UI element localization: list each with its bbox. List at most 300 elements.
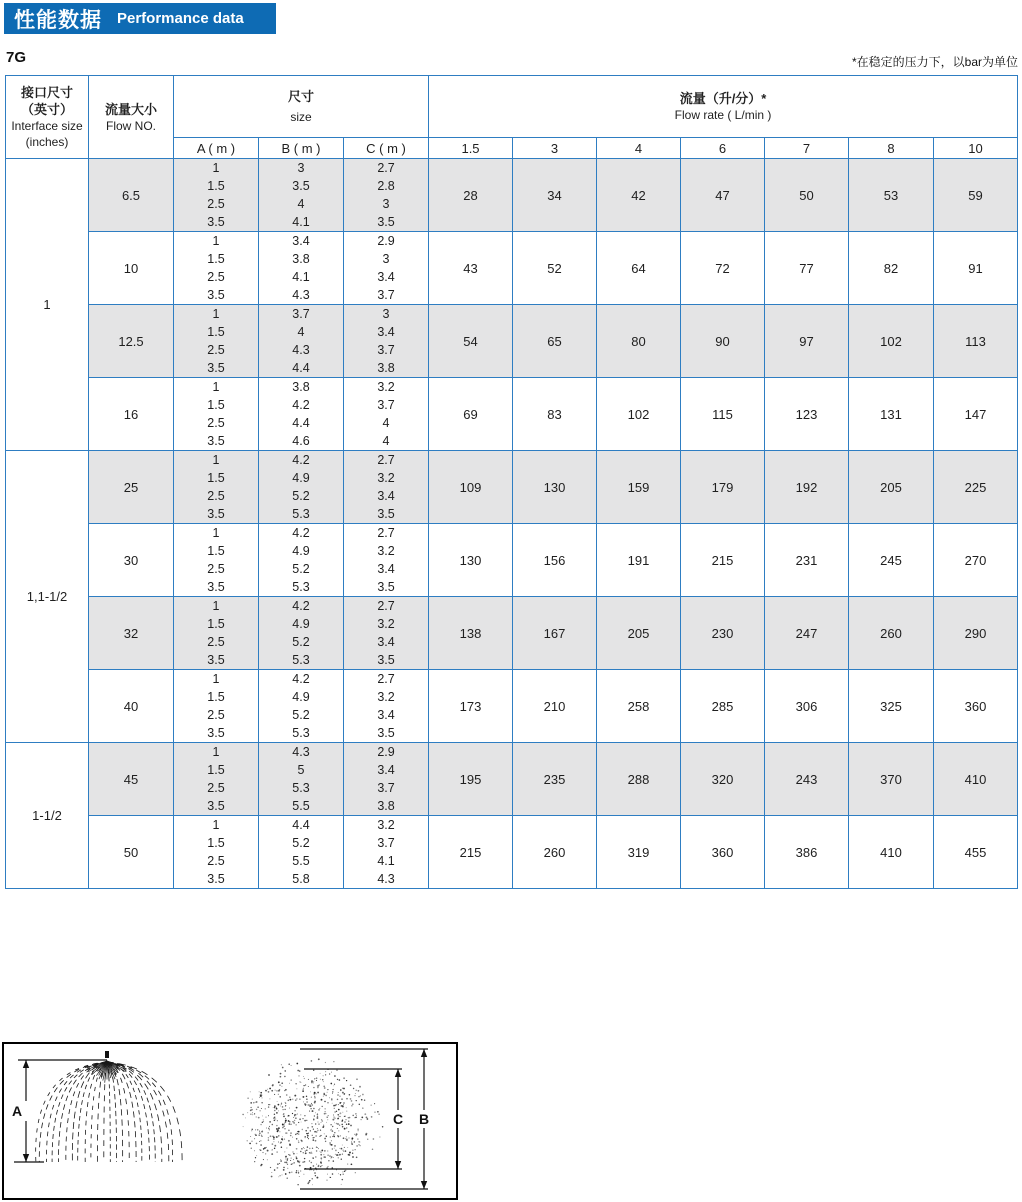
spray-dot	[261, 1164, 263, 1166]
spray-dot	[287, 1164, 288, 1165]
flow-no-cell: 45	[89, 743, 174, 816]
spray-dot	[277, 1136, 278, 1137]
spray-dot	[346, 1111, 347, 1112]
spray-dot	[260, 1092, 262, 1094]
spray-dot	[364, 1113, 366, 1115]
spray-dot	[278, 1110, 279, 1111]
spray-dot	[332, 1089, 333, 1090]
spray-dot	[321, 1099, 323, 1101]
spray-dot	[285, 1102, 286, 1103]
spray-dot	[269, 1129, 270, 1130]
spray-dot	[290, 1079, 291, 1080]
spray-dot	[333, 1160, 334, 1161]
spray-dot	[338, 1130, 339, 1131]
spray-dot	[329, 1097, 330, 1098]
spray-dot	[289, 1096, 290, 1097]
dimension-label: B	[418, 1111, 430, 1127]
spray-dot	[339, 1125, 340, 1126]
size-a-cell: 1 1.5 2.5 3.5	[174, 451, 259, 524]
spray-dot	[283, 1169, 285, 1171]
spray-dot	[297, 1133, 298, 1134]
spray-dot	[299, 1081, 300, 1082]
spray-dot	[301, 1122, 302, 1123]
spray-dot	[298, 1142, 300, 1144]
spray-dot	[317, 1130, 318, 1131]
spray-dot	[284, 1109, 285, 1110]
spray-dot	[346, 1119, 347, 1120]
spray-dot	[343, 1104, 344, 1105]
spray-dot	[373, 1138, 375, 1140]
spray-dot	[268, 1074, 270, 1076]
spray-dot	[268, 1106, 269, 1107]
spray-dot	[349, 1152, 351, 1154]
spray-trajectory-line	[91, 1062, 107, 1162]
flow-rate-cell: 130	[429, 524, 513, 597]
flow-no-cell: 32	[89, 597, 174, 670]
spray-dot	[313, 1118, 314, 1119]
spray-dot	[358, 1144, 359, 1145]
spray-dot	[323, 1081, 324, 1082]
spray-dot	[352, 1115, 354, 1117]
spray-dot	[283, 1167, 284, 1168]
spray-dot	[305, 1150, 306, 1151]
spray-dot	[303, 1147, 304, 1148]
spray-dot	[298, 1170, 299, 1171]
spray-dot	[338, 1109, 340, 1111]
spray-dot	[374, 1111, 375, 1112]
spray-dot	[282, 1106, 284, 1108]
flow-rate-cell: 91	[934, 232, 1018, 305]
spray-dot	[345, 1138, 346, 1139]
flow-rate-cell: 386	[765, 816, 849, 889]
spray-dot	[258, 1117, 260, 1119]
spray-dot	[307, 1146, 308, 1147]
spray-dot	[320, 1166, 321, 1167]
spray-dot	[285, 1120, 286, 1121]
spray-dot	[337, 1099, 339, 1101]
spray-dot	[310, 1167, 312, 1169]
spray-dot	[315, 1123, 316, 1124]
flow-rate-cell: 360	[934, 670, 1018, 743]
spray-dot	[355, 1093, 356, 1094]
header-line-zh: （英寸）	[20, 102, 73, 117]
spray-dot	[313, 1165, 315, 1167]
spray-dot	[352, 1103, 354, 1105]
spray-dot	[348, 1121, 349, 1122]
spray-dot	[259, 1097, 260, 1098]
spray-dot	[326, 1135, 327, 1136]
spray-dot	[338, 1157, 339, 1158]
flow-rate-cell: 225	[934, 451, 1018, 524]
arrowhead-icon	[421, 1049, 427, 1057]
spray-dot	[328, 1115, 329, 1116]
spray-dot	[269, 1121, 271, 1123]
flow-rate-cell: 28	[429, 159, 513, 232]
spray-dot	[289, 1154, 290, 1155]
spray-dot	[298, 1131, 300, 1133]
spray-dot	[250, 1091, 251, 1092]
spray-dot	[296, 1124, 297, 1125]
spray-dot	[324, 1087, 326, 1089]
spray-dot	[333, 1117, 334, 1118]
flow-rate-cell: 147	[934, 378, 1018, 451]
spray-dot	[268, 1132, 269, 1133]
flow-rate-cell: 215	[429, 816, 513, 889]
spray-dot	[271, 1150, 272, 1151]
subheader-size-col: A ( m )	[174, 138, 259, 159]
spray-dot	[274, 1169, 276, 1171]
spray-dot	[334, 1118, 335, 1119]
spray-dot	[339, 1096, 340, 1097]
arrowhead-icon	[395, 1069, 401, 1077]
spray-dot	[345, 1150, 347, 1152]
spray-dot	[326, 1180, 327, 1181]
spray-dot	[317, 1085, 318, 1086]
table-row	[6, 816, 1018, 889]
spray-dot	[255, 1102, 256, 1103]
spray-dot	[338, 1173, 339, 1174]
spray-dot	[283, 1125, 285, 1127]
spray-dot	[288, 1115, 290, 1117]
spray-dot	[278, 1176, 279, 1177]
flow-rate-cell: 245	[849, 524, 934, 597]
spray-dot	[320, 1154, 322, 1156]
spray-dot	[316, 1131, 317, 1132]
spray-dot	[325, 1111, 326, 1112]
spray-dot	[282, 1136, 283, 1137]
flow-rate-cell: 59	[934, 159, 1018, 232]
spray-dot	[278, 1135, 279, 1136]
spray-dot	[315, 1101, 316, 1102]
spray-dot	[344, 1121, 346, 1123]
spray-dot	[356, 1156, 358, 1158]
spray-dot	[334, 1084, 335, 1085]
spray-dot	[267, 1150, 269, 1152]
spray-dot	[287, 1099, 289, 1101]
spray-dot	[288, 1140, 290, 1142]
spray-dot	[328, 1160, 329, 1161]
spray-dot	[335, 1111, 336, 1112]
spray-dot	[255, 1134, 256, 1135]
spray-dot	[316, 1177, 318, 1179]
spray-dot	[279, 1131, 280, 1132]
spray-dot	[327, 1151, 328, 1152]
spray-dot	[284, 1151, 285, 1152]
flow-rate-cell: 247	[765, 597, 849, 670]
col-header-interface-size	[6, 76, 89, 159]
spray-dot	[296, 1138, 298, 1140]
spray-dot	[256, 1143, 258, 1145]
flow-rate-cell: 90	[681, 305, 765, 378]
spray-dot	[256, 1155, 257, 1156]
size-b-cell: 4.2 4.9 5.2 5.3	[259, 670, 344, 743]
flow-rate-cell: 290	[934, 597, 1018, 670]
spray-dot	[261, 1135, 262, 1136]
spray-dot	[355, 1135, 356, 1136]
spray-dot	[295, 1083, 296, 1084]
flow-rate-cell: 43	[429, 232, 513, 305]
spray-dot	[310, 1091, 311, 1092]
spray-dot	[256, 1109, 258, 1111]
spray-dot	[242, 1114, 243, 1115]
spray-dot	[319, 1136, 320, 1137]
size-a-cell: 1 1.5 2.5 3.5	[174, 816, 259, 889]
spray-dot	[341, 1148, 343, 1150]
flow-rate-cell: 138	[429, 597, 513, 670]
spray-dot	[343, 1077, 345, 1079]
spray-dot	[333, 1157, 334, 1158]
spray-dot	[285, 1070, 286, 1071]
flow-rate-cell: 195	[429, 743, 513, 816]
spray-dot	[334, 1075, 336, 1077]
spray-dot	[356, 1100, 357, 1101]
spray-dot	[251, 1130, 252, 1131]
spray-dot	[298, 1140, 299, 1141]
spray-dot	[307, 1135, 309, 1137]
spray-dot	[293, 1117, 294, 1118]
spray-dot	[270, 1167, 271, 1168]
spray-dot	[337, 1094, 339, 1096]
spray-dot	[293, 1159, 294, 1160]
spray-dot	[295, 1114, 296, 1115]
flow-rate-cell: 270	[934, 524, 1018, 597]
spray-dot	[307, 1127, 309, 1129]
table-row	[6, 597, 1018, 670]
spray-dot	[313, 1087, 314, 1088]
flow-rate-cell: 83	[513, 378, 597, 451]
spray-dot	[331, 1129, 332, 1130]
spray-dot	[334, 1148, 335, 1149]
spray-dot	[283, 1114, 284, 1115]
spray-dot	[252, 1112, 253, 1113]
spray-trajectory-line	[39, 1062, 107, 1162]
subheader-pressure-col: 4	[597, 138, 681, 159]
spray-dot	[297, 1153, 298, 1154]
flow-rate-cell: 97	[765, 305, 849, 378]
spray-dot	[324, 1101, 325, 1102]
spray-dot	[272, 1124, 274, 1126]
spray-dot	[269, 1088, 271, 1090]
spray-dot	[267, 1089, 268, 1090]
spray-dot	[299, 1118, 301, 1120]
flow-rate-cell: 455	[934, 816, 1018, 889]
spray-dot	[334, 1136, 335, 1137]
spray-dot	[321, 1120, 323, 1122]
spray-dot	[329, 1177, 330, 1178]
spray-dot	[323, 1075, 324, 1076]
flow-rate-cell: 102	[597, 378, 681, 451]
spray-dot	[297, 1160, 299, 1162]
spray-dot	[332, 1093, 333, 1094]
size-b-cell: 3 3.5 4 4.1	[259, 159, 344, 232]
spray-dot	[313, 1108, 315, 1110]
spray-dot	[321, 1122, 322, 1123]
subheader-pressure-col: 10	[934, 138, 1018, 159]
spray-dot	[296, 1156, 297, 1157]
spray-dot	[285, 1132, 286, 1133]
spray-dot	[268, 1128, 269, 1129]
spray-dot	[327, 1154, 328, 1155]
spray-dot	[277, 1163, 279, 1165]
spray-dot	[281, 1086, 282, 1087]
spray-dot	[294, 1095, 296, 1097]
spray-dot	[247, 1140, 248, 1141]
spray-dot	[295, 1172, 297, 1174]
spray-dot	[266, 1128, 267, 1129]
flow-rate-cell: 69	[429, 378, 513, 451]
spray-dot	[277, 1131, 279, 1133]
pressure-unit-note: *在稳定的压力下，以bar为单位	[851, 55, 1018, 69]
spray-dot	[330, 1083, 332, 1085]
spray-dot	[296, 1063, 298, 1065]
spray-dot	[305, 1130, 307, 1132]
spray-dot	[303, 1076, 304, 1077]
spray-dot	[340, 1089, 341, 1090]
spray-trajectory-line	[107, 1062, 162, 1162]
spray-dot	[342, 1179, 343, 1180]
spray-dot	[299, 1098, 300, 1099]
spray-dot	[252, 1114, 253, 1115]
flow-rate-cell: 410	[934, 743, 1018, 816]
spray-dot	[254, 1161, 255, 1162]
spray-dot	[305, 1137, 306, 1138]
spray-dot	[364, 1099, 365, 1100]
spray-dot	[324, 1156, 326, 1158]
size-c-cell: 2.7 3.2 3.4 3.5	[344, 451, 429, 524]
spray-dot	[279, 1091, 280, 1092]
spray-dot	[308, 1138, 309, 1139]
size-a-cell: 1 1.5 2.5 3.5	[174, 524, 259, 597]
spray-dot	[332, 1119, 334, 1121]
spray-dot	[346, 1107, 347, 1108]
flow-rate-cell: 82	[849, 232, 934, 305]
spray-dot	[317, 1092, 319, 1094]
spray-dot	[285, 1159, 286, 1160]
spray-dot	[271, 1176, 273, 1178]
spray-dot	[361, 1117, 363, 1119]
spray-dot	[342, 1171, 343, 1172]
spray-dot	[252, 1099, 253, 1100]
spray-dot	[250, 1114, 251, 1115]
header-line-en: size	[290, 110, 312, 124]
spray-dot	[259, 1110, 260, 1111]
spray-dot	[339, 1148, 340, 1149]
spray-dot	[303, 1101, 304, 1102]
spray-dot	[312, 1148, 313, 1149]
spray-dot	[327, 1174, 328, 1175]
spray-dot	[261, 1131, 263, 1133]
spray-dot	[265, 1153, 266, 1154]
spray-dot	[291, 1171, 292, 1172]
spray-dot	[266, 1117, 267, 1118]
spray-dot	[367, 1139, 368, 1140]
spray-dot	[274, 1119, 276, 1121]
spray-dot	[330, 1144, 332, 1146]
spray-dot	[298, 1075, 299, 1076]
size-a-cell: 1 1.5 2.5 3.5	[174, 159, 259, 232]
spray-dot	[274, 1107, 276, 1109]
spray-dot	[316, 1077, 318, 1079]
spray-dot	[327, 1102, 328, 1103]
spray-dot	[286, 1094, 288, 1096]
spray-dot	[276, 1108, 278, 1110]
spray-dot	[301, 1140, 302, 1141]
spray-dot	[297, 1070, 299, 1072]
spray-dot	[323, 1125, 324, 1126]
spray-dot	[291, 1158, 292, 1159]
size-c-cell: 2.7 3.2 3.4 3.5	[344, 597, 429, 670]
spray-dot	[284, 1090, 285, 1091]
spray-dot	[251, 1148, 252, 1149]
spray-dot	[352, 1139, 353, 1140]
spray-dot	[313, 1119, 314, 1120]
spray-dot	[349, 1138, 350, 1139]
spray-dot	[282, 1124, 284, 1126]
spray-dot	[308, 1133, 309, 1134]
spray-dot	[331, 1072, 332, 1073]
spray-dot	[263, 1119, 264, 1120]
spray-dot	[260, 1140, 261, 1141]
flow-rate-cell: 306	[765, 670, 849, 743]
banner-title-en: Performance data	[117, 10, 244, 27]
spray-dot	[285, 1173, 287, 1175]
spray-dot	[276, 1128, 278, 1130]
spray-dot	[306, 1120, 307, 1121]
spray-dot	[336, 1070, 337, 1071]
spray-dot	[360, 1095, 361, 1096]
spray-dot	[342, 1153, 343, 1154]
spray-dot	[292, 1137, 293, 1138]
spray-dot	[334, 1122, 335, 1123]
spray-dot	[316, 1164, 317, 1165]
spray-dot	[303, 1152, 304, 1153]
table-row	[6, 305, 1018, 378]
flow-rate-cell: 131	[849, 378, 934, 451]
spray-dot	[255, 1129, 256, 1130]
spray-dot	[353, 1088, 354, 1089]
spray-dot	[317, 1113, 318, 1114]
spray-dot	[325, 1074, 326, 1075]
spray-dot	[311, 1103, 312, 1104]
spray-dot	[259, 1131, 260, 1132]
size-b-cell: 3.4 3.8 4.1 4.3	[259, 232, 344, 305]
subheader-pressure-col: 3	[513, 138, 597, 159]
spray-dot	[333, 1061, 334, 1062]
spray-dot	[278, 1127, 280, 1129]
spray-dot	[329, 1155, 330, 1156]
flow-rate-cell: 410	[849, 816, 934, 889]
spray-dot	[304, 1148, 305, 1149]
spray-dot	[339, 1079, 341, 1081]
flow-rate-cell: 179	[681, 451, 765, 524]
spray-dot	[275, 1119, 276, 1120]
spray-dot	[303, 1088, 304, 1089]
spray-dot	[287, 1159, 289, 1161]
spray-dot	[288, 1120, 289, 1121]
spray-dot	[329, 1142, 331, 1144]
spray-dot	[277, 1120, 278, 1121]
spray-trajectory-line	[52, 1062, 107, 1162]
spray-dot	[304, 1161, 306, 1163]
spray-dot	[314, 1115, 315, 1116]
arrowhead-icon	[23, 1060, 29, 1068]
spray-dot	[315, 1112, 316, 1113]
spray-dot	[281, 1104, 282, 1105]
spray-dot	[327, 1166, 328, 1167]
spray-dot	[313, 1081, 314, 1082]
spray-dot	[320, 1152, 321, 1153]
spray-dot	[351, 1141, 352, 1142]
